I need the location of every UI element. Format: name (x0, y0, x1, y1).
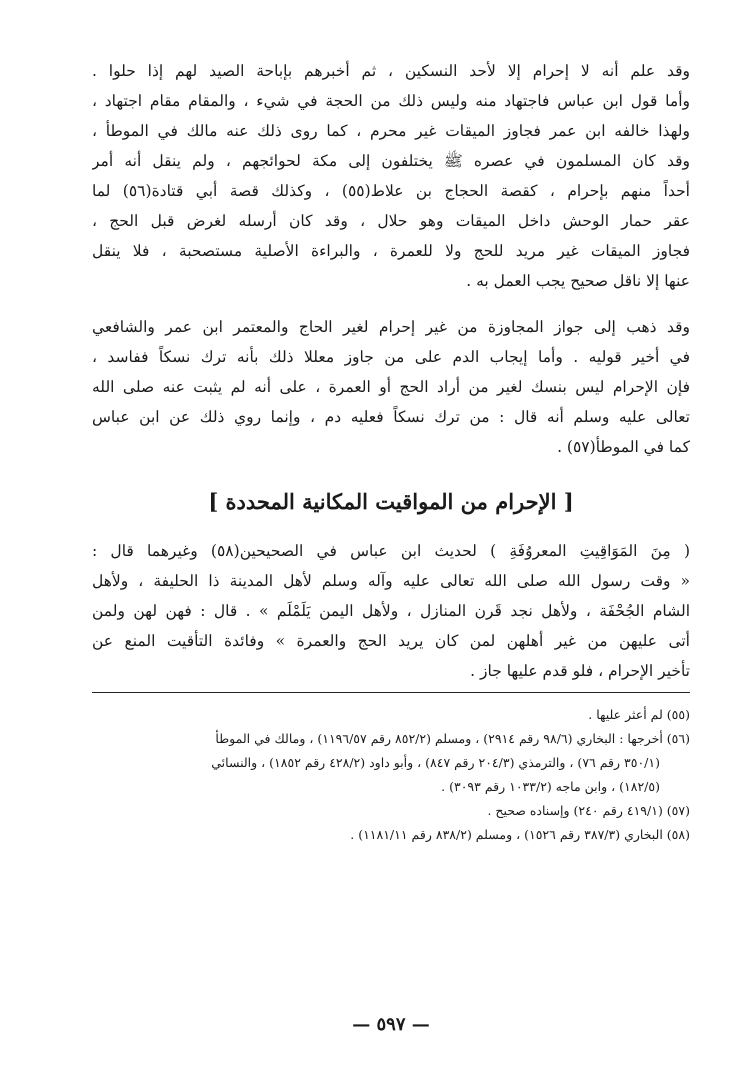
footnote-line: (٣٥٠/١ رقم ٧٦) ، والترمذي (٢٠٤/٣ رقم ٨٤٧) ، وأبو داود (٤٢٨/٢ رقم ١٨٥٢) ، والنسائي (211, 755, 660, 770)
text-line: وقد علم أنه لا إحرام إلا لأحد النسكين ، ثم أخبرهم بإباحة الصيد لهم إذا حلوا . (92, 62, 690, 80)
section-heading: [ الإحرام من المواقيت المكانية المحددة ] (208, 489, 574, 514)
text-line: وقد كان المسلمون في عصره ﷺ يختلفون إلى مكة لحوائجهم ، ولم ينقل أنه أمر (92, 152, 690, 170)
footnote-line: (٥٦) أخرجها : البخاري (٩٨/٦ رقم ٢٩١٤) ، ومسلم (٨٥٢/٢ رقم ١١٩٦/٥٧) ، ومالك في الموطأ (215, 731, 690, 746)
text-line: ولهذا خالفه ابن عمر فجاوز الميقات غير محرم ، كما روى ذلك عنه مالك في الموطأ ، (92, 122, 690, 140)
text-line: تعالى عليه وسلم أنه قال : من ترك نسكاً فعليه دم ، وإنما روي ذلك عن ابن عباس (92, 408, 690, 426)
footnote-line: (١٨٢/٥) ، وابن ماجه (١٠٣٣/٢ رقم ٣٠٩٣) . (441, 779, 660, 794)
text-line: تأخير الإحرام ، فلو قدم عليها جاز . (470, 662, 690, 680)
paragraph-passing-miqat-opinions (92, 312, 690, 462)
text-line: أحداً منهم بإحرام ، كقصة الحجاج بن علاط(٥٥) ، وكذلك قصة أبي قتادة(٥٦) لما (92, 182, 690, 200)
text-line: عنها إلا ناقل صحيح يجب العمل به . (466, 272, 690, 290)
text-line: ( مِنَ المَوَاقِيتِ المعروُفَةِ ) لحديث ابن عباس في الصحيحين(٥٨) وغيرهما قال : (92, 542, 690, 560)
paragraph-known-miqats (92, 536, 690, 686)
page-number: — ٥٩٧ — (352, 1014, 430, 1035)
footnote-line: (٥٨) البخاري (٣٨٧/٣ رقم ١٥٢٦) ، ومسلم (٨٣٨/٢ رقم ١١٨١/١١) . (350, 827, 690, 842)
text-line: « وقت رسول الله صلى الله تعالى عليه وآله وسلم لأهل المدينة ذا الحليفة ، ولأهل (92, 572, 690, 590)
text-line: الشام الجُحْفَة ، ولأهل نجد قَرن المنازل ، ولأهل اليمن يَلَمْلَم » . قال : فهن لهن ولمن (92, 602, 690, 620)
text-line: أتى عليهن من غير أهلهن لمن كان يريد الحج والعمرة » وفائدة التأقيت المنع عن (92, 632, 690, 650)
footnote-line: (٥٥) لم أعثر عليها . (588, 707, 690, 722)
text-line: وأما قول ابن عباس فاجتهاد منه وليس ذلك من الحجة في شيء ، والمقام مقام اجتهاد ، (92, 92, 690, 110)
text-line: عقر حمار الوحش داخل الميقات وهو حلال ، وقد كان أرسله لغرض قبل الحج ، (92, 212, 690, 230)
book-page (92, 56, 690, 1066)
text-line: كما في الموطأ(٥٧) . (557, 438, 690, 456)
footnote-line: (٥٧) (٤١٩/١ رقم ٢٤٠) وإسناده صحيح . (487, 803, 690, 818)
text-line: في أخير قوليه . وأما إيجاب الدم على من جاوز معللا ذلك بأنه ترك نسكاً ففاسد ، (92, 348, 690, 366)
text-line: فإن الإحرام ليس بنسك لغير من أراد الحج أو العمرة ، على أنه لم يثبت عنه صلى الله (92, 378, 690, 396)
paragraph-ihram-miqat-discussion (92, 56, 690, 296)
text-line: فجاوز الميقات غير مريد للحج ولا للعمرة ، والبراءة الأصلية مستصحبة ، فلا ينقل (92, 242, 690, 260)
footnotes (92, 703, 690, 847)
text-line: وقد ذهب إلى جواز المجاوزة من غير إحرام لغير الحاج والمعتمر ابن عمر والشافعي (92, 318, 690, 336)
footnote-divider (92, 692, 690, 693)
